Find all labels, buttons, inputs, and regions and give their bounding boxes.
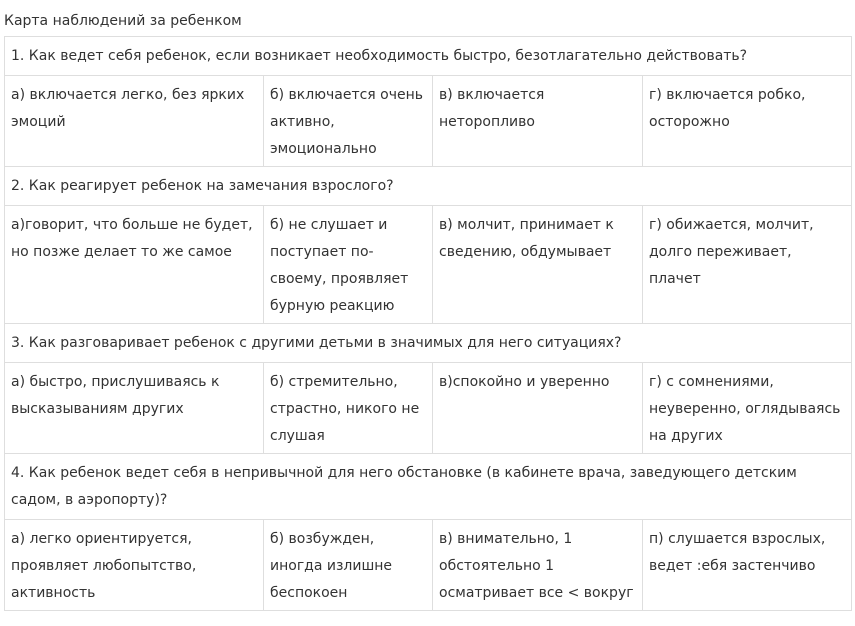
answer-cell: в)спокойно и уверенно <box>433 363 643 454</box>
answer-cell: г) обижается, молчит, долго переживает, плачет <box>643 206 852 324</box>
question-cell: 1. Как ведет себя ребенок, если возникает необходимость быстро, безотлагательно действовать? <box>5 37 852 76</box>
answer-cell: а)говорит, что больше не будет, но позже делает то же самое <box>5 206 264 324</box>
question-row <box>5 454 852 520</box>
answer-cell: в) молчит, принимает к сведению, обдумывает <box>433 206 643 324</box>
answer-cell: б) стремительно, страстно, никого не слушая <box>264 363 433 454</box>
answer-cell: г) включается робко, осторожно <box>643 76 852 167</box>
answer-cell: в) включается неторопливо <box>433 76 643 167</box>
answer-cell: а) быстро, прислушиваясь к высказываниям других <box>5 363 264 454</box>
answers-row <box>5 363 852 454</box>
answer-cell: г) с сомнениями, неуверенно, оглядываясь на других <box>643 363 852 454</box>
answer-cell: б) возбужден, иногда излишне беспокоен <box>264 520 433 611</box>
answer-cell: а) включается легко, без ярких эмоций <box>5 76 264 167</box>
answer-cell: б) не слушает и поступает по-своему, проявляет бурную реакцию <box>264 206 433 324</box>
question-cell: 4. Как ребенок ведет себя в непривычной для него обстановке (в кабинете врача, заведующего детским садом, в аэропорту)? <box>5 454 852 520</box>
answer-cell: а) легко ориентируется, проявляет любопытство, активность <box>5 520 264 611</box>
answers-row <box>5 76 852 167</box>
answer-cell: п) слушается взрослых, ведет :ебя застенчиво <box>643 520 852 611</box>
question-cell: 3. Как разговаривает ребенок с другими детьми в значимых для него ситуациях? <box>5 324 852 363</box>
answer-cell: в) внимательно, 1 обстоятельно 1 осматривает все < вокруг <box>433 520 643 611</box>
answer-cell: б) включается очень активно, эмоционально <box>264 76 433 167</box>
question-row <box>5 37 852 76</box>
question-row <box>5 167 852 206</box>
observation-table <box>4 36 852 611</box>
answers-row <box>5 206 852 324</box>
page-title: Карта наблюдений за ребенком <box>4 13 242 29</box>
question-row <box>5 324 852 363</box>
answers-row <box>5 520 852 611</box>
question-cell: 2. Как реагирует ребенок на замечания взрослого? <box>5 167 852 206</box>
